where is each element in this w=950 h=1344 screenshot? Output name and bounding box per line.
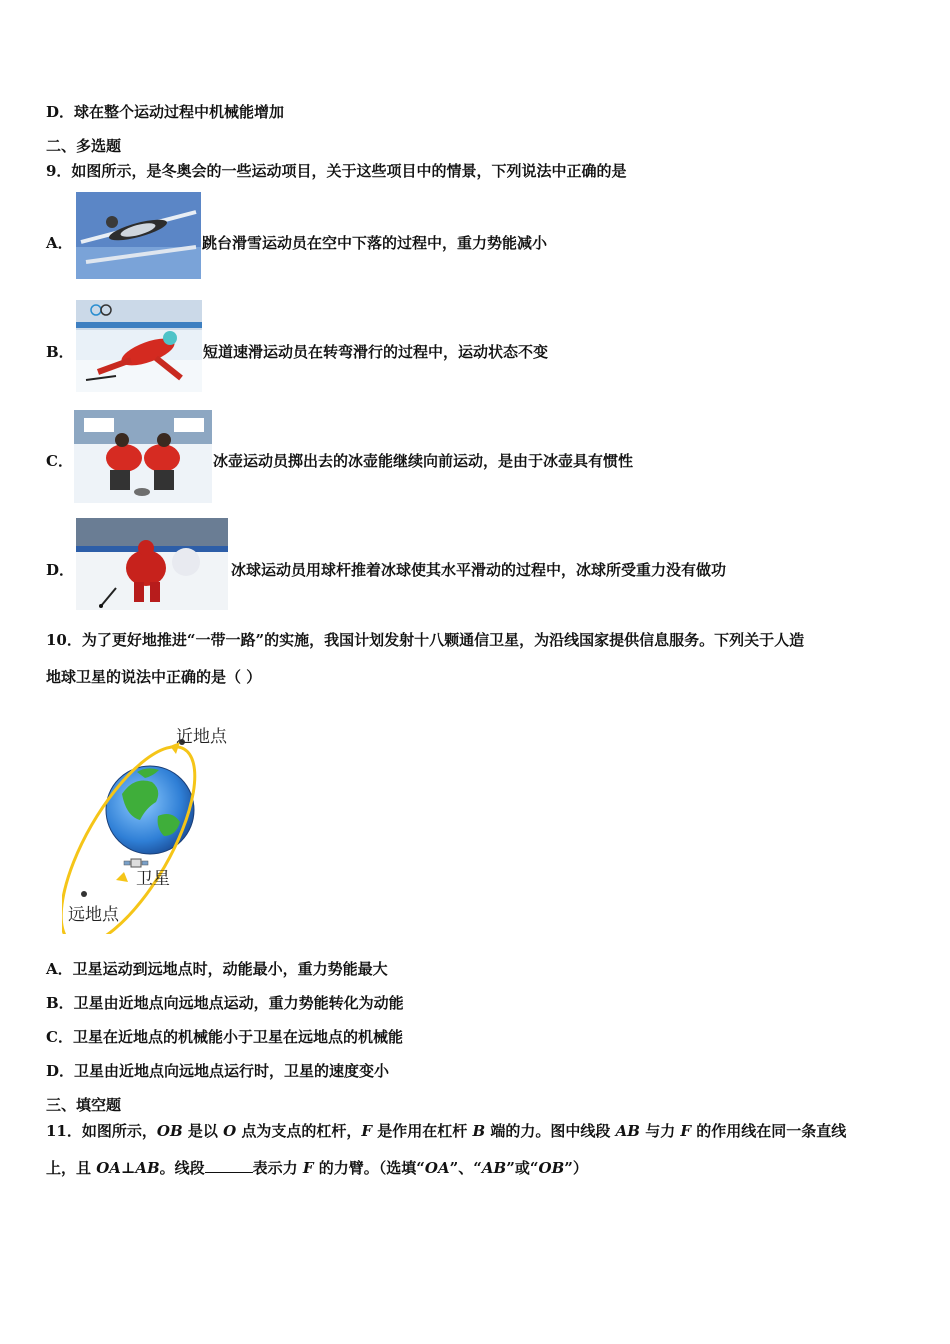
q11-stem-line1: 11．如图所示，OB 是以 O 点为支点的杠杆，F 是作用在杠杆 B 端的力。图中线段 AB 与力 F 的作用线在同一条直线 <box>46 1122 847 1140</box>
q10-stem-line1: 10．为了更好地推进“一带一路”的实施，我国计划发射十八颗通信卫星，为沿线国家提供信息服务。下列关于人造 <box>46 631 805 649</box>
speed-skating-photo <box>76 300 202 392</box>
q8-option-d: D．球在整个运动过程中机械能增加 <box>46 103 285 121</box>
q9-option-d-text: 冰球运动员用球杆推着冰球使其水平滑动的过程中，冰球所受重力没有做功 <box>231 561 727 579</box>
curling-photo <box>74 410 212 503</box>
q11-stem-line2: 上，且 OA⊥AB。线段 表示力 F 的力臂。（选填“OA”、“AB”或“OB”） <box>46 1159 588 1177</box>
satellite-orbit-diagram <box>62 724 242 934</box>
q10-option-a: A．卫星运动到远地点时，动能最小，重力势能最大 <box>46 960 388 978</box>
answer-blank[interactable] <box>205 1158 253 1173</box>
q9-option-a-label: A． <box>46 234 73 252</box>
q9-option-b-label: B． <box>46 343 74 361</box>
q10-stem-line2: 地球卫星的说法中正确的是（ ） <box>46 668 262 686</box>
perigee-label: 近地点 <box>176 727 227 747</box>
q9-option-b-text: 短道速滑运动员在转弯滑行的过程中，运动状态不变 <box>203 343 549 361</box>
ice-hockey-photo <box>76 518 228 610</box>
orbit-arrow-icon <box>116 872 128 882</box>
q9-option-a-text: 跳台滑雪运动员在空中下落的过程中，重力势能减小 <box>202 234 548 252</box>
apogee-label: 远地点 <box>68 905 119 925</box>
earth-globe <box>106 766 194 854</box>
q10-option-c: C．卫星在近地点的机械能小于卫星在远地点的机械能 <box>46 1028 403 1046</box>
q10-option-b: B．卫星由近地点向远地点运动，重力势能转化为动能 <box>46 994 404 1012</box>
q9-stem: 9．如图所示，是冬奥会的一些运动项目，关于这些项目中的情景，下列说法中正确的是 <box>46 162 627 180</box>
q10-option-d: D．卫星由近地点向远地点运行时，卫星的速度变小 <box>46 1062 390 1080</box>
section-title-fill-in: 三、填空题 <box>46 1096 122 1114</box>
satellite-icon <box>124 859 148 867</box>
apogee-point <box>81 891 87 897</box>
satellite-label: 卫星 <box>136 869 170 889</box>
section-title-multiple-choice: 二、多选题 <box>46 137 122 155</box>
ski-jump-photo <box>76 192 201 279</box>
q9-option-c-label: C． <box>46 452 73 470</box>
q9-option-d-label: D． <box>46 561 75 579</box>
q9-option-c-text: 冰壶运动员掷出去的冰壶能继续向前运动，是由于冰壶具有惯性 <box>213 452 634 470</box>
